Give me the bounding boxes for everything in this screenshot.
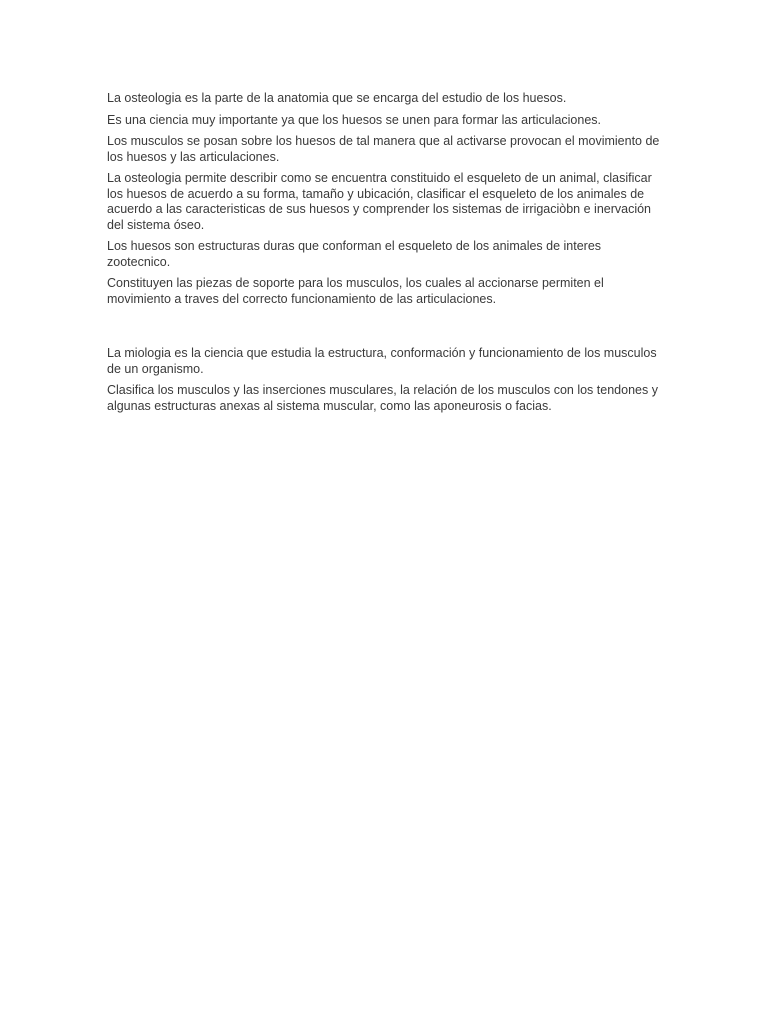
document-body	[107, 91, 663, 420]
paragraph-osteology-importance: Es una ciencia muy importante ya que los huesos se unen para formar las articulaciones.	[107, 112, 602, 127]
paragraph-osteology-definition: La osteologia es la parte de la anatomia que se encarga del estudio de los huesos.	[107, 91, 567, 105]
paragraph-bones-support: Constituyen las piezas de soporte para los musculos, los cuales al accionarse permiten el movimiento a traves del correcto funcionamiento de las articulaciones.	[107, 276, 604, 306]
section-spacer	[107, 313, 663, 346]
paragraph-myology-definition: La miologia es la ciencia que estudia la estructura, conformación y funcionamiento de los musculos de un organismo.	[107, 346, 657, 376]
paragraph-myology-classification: Clasifica los musculos y las inserciones musculares, la relación de los musculos con los tendones y algunas estructuras anexas al sistema muscular, como las aponeurosis o facias.	[107, 383, 658, 413]
paragraph-osteology-purpose: La osteologia permite describir como se encuentra constituido el esqueleto de un animal, clasificar los huesos de acuerdo a su forma, tamaño y ubicación, clasificar el esqueleto de los animales de acuerdo a las caracteristicas de sus huesos y comprender los sistemas de irrigaciòbn e inervación del sistema óseo.	[107, 171, 652, 232]
paragraph-muscles-on-bones: Los musculos se posan sobre los huesos de tal manera que al activarse provocan el movimiento de los huesos y las articulaciones.	[107, 134, 660, 164]
paragraph-bones-definition: Los huesos son estructuras duras que conforman el esqueleto de los animales de interes zootecnico.	[107, 239, 602, 269]
